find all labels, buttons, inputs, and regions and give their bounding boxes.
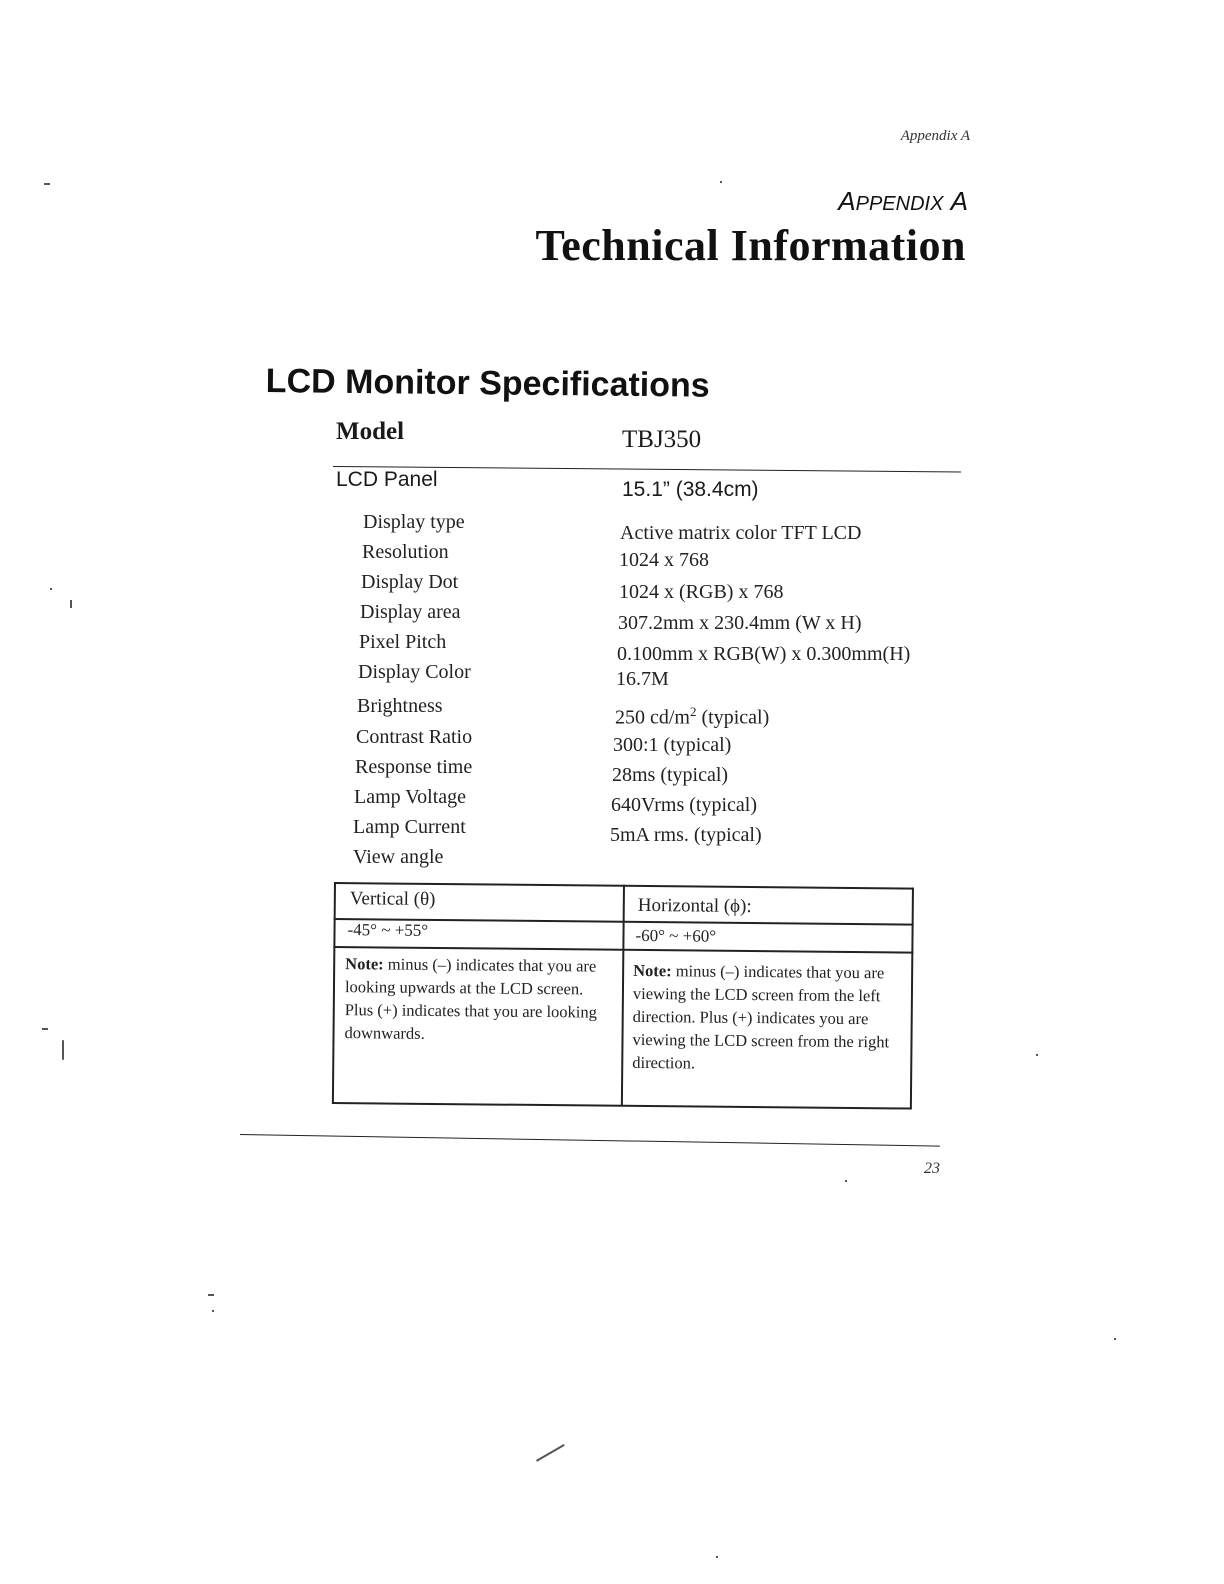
note-body: minus (–) indicates that you are looking upwards at the LCD screen. Plus (+) indicates that you are looking downwards. [344, 954, 598, 1043]
spec-value [615, 704, 769, 730]
spec-name: Resolution [362, 541, 449, 563]
spec-value: 0.100mm x RGB(W) x 0.300mm(H) [617, 643, 911, 665]
scan-speck [42, 1028, 48, 1030]
spec-value: 300:1 (typical) [613, 734, 732, 756]
spec-name: Lamp Current [353, 816, 466, 838]
section-heading: LCD Monitor Specifications [265, 362, 710, 405]
table-column-divider [621, 885, 625, 1106]
lcd-panel-label: LCD Panel [336, 468, 438, 491]
spec-value: 307.2mm x 230.4mm (W x H) [618, 612, 862, 634]
scan-speck [70, 600, 72, 608]
scan-speck [1114, 1338, 1116, 1340]
footer-rule [240, 1134, 940, 1147]
spec-name: View angle [353, 846, 444, 868]
spec-name: Display type [363, 511, 465, 533]
spec-value: 28ms (typical) [612, 764, 729, 786]
lcd-panel-value: 15.1” (38.4cm) [622, 478, 759, 501]
vertical-angle-note [344, 952, 615, 1047]
appendix-label-letter: A [950, 186, 968, 216]
note-body: minus (–) indicates that you are viewing the LCD screen from the left direction. Plus (+) indicates you are viewing the LCD screen from the right direction. [632, 961, 890, 1073]
horizontal-angle-note [632, 959, 903, 1077]
vertical-angle-range: -45° ~ +55° [347, 920, 429, 940]
running-header: Appendix A [900, 128, 970, 144]
vertical-angle-header: Vertical (θ) [349, 888, 436, 910]
appendix-label-initial: A [838, 186, 856, 216]
scan-speck [536, 1444, 564, 1461]
model-value: TBJ350 [622, 426, 702, 453]
chapter-title: Technical Information [535, 221, 966, 270]
spec-name: Brightness [357, 695, 443, 717]
spec-name: Response time [355, 756, 473, 778]
horizontal-angle-header: Horizontal (ϕ): [637, 894, 752, 918]
spec-value: 640Vrms (typical) [611, 794, 757, 816]
spec-value: 5mA rms. (typical) [610, 824, 762, 846]
model-label: Model [336, 418, 405, 445]
brightness-superscript: 2 [690, 704, 697, 719]
spec-value: 16.7M [616, 668, 669, 690]
scan-speck [62, 1040, 64, 1060]
spec-value: Active matrix color TFT LCD [620, 522, 862, 544]
scan-speck [44, 183, 50, 185]
spec-name: Display area [360, 601, 461, 623]
scan-speck [212, 1310, 214, 1312]
table-border-right [910, 888, 914, 1109]
spec-value: 1024 x 768 [619, 549, 709, 571]
scan-speck [720, 181, 722, 183]
appendix-label-smallcaps: PPENDIX [855, 193, 944, 215]
brightness-value: 250 cd/m [615, 706, 690, 729]
scan-speck [1036, 1054, 1038, 1056]
spec-name: Lamp Voltage [354, 786, 467, 808]
spec-name: Display Color [358, 661, 471, 683]
note-label: Note: [345, 954, 384, 974]
scan-speck [716, 1556, 718, 1558]
table-border-left [332, 882, 336, 1103]
appendix-label [700, 186, 968, 217]
page-number: 23 [924, 1160, 940, 1177]
view-angle-table [332, 882, 914, 1110]
spec-value: 1024 x (RGB) x 768 [619, 581, 784, 603]
brightness-suffix: (typical) [696, 706, 770, 729]
scan-speck [845, 1180, 847, 1182]
spec-name: Pixel Pitch [359, 631, 447, 653]
spec-name: Display Dot [361, 571, 459, 593]
horizontal-angle-range: -60° ~ +60° [635, 925, 717, 946]
scan-speck [208, 1294, 214, 1296]
note-label: Note: [633, 960, 672, 981]
spec-name: Contrast Ratio [356, 726, 473, 748]
scan-speck [50, 588, 52, 590]
